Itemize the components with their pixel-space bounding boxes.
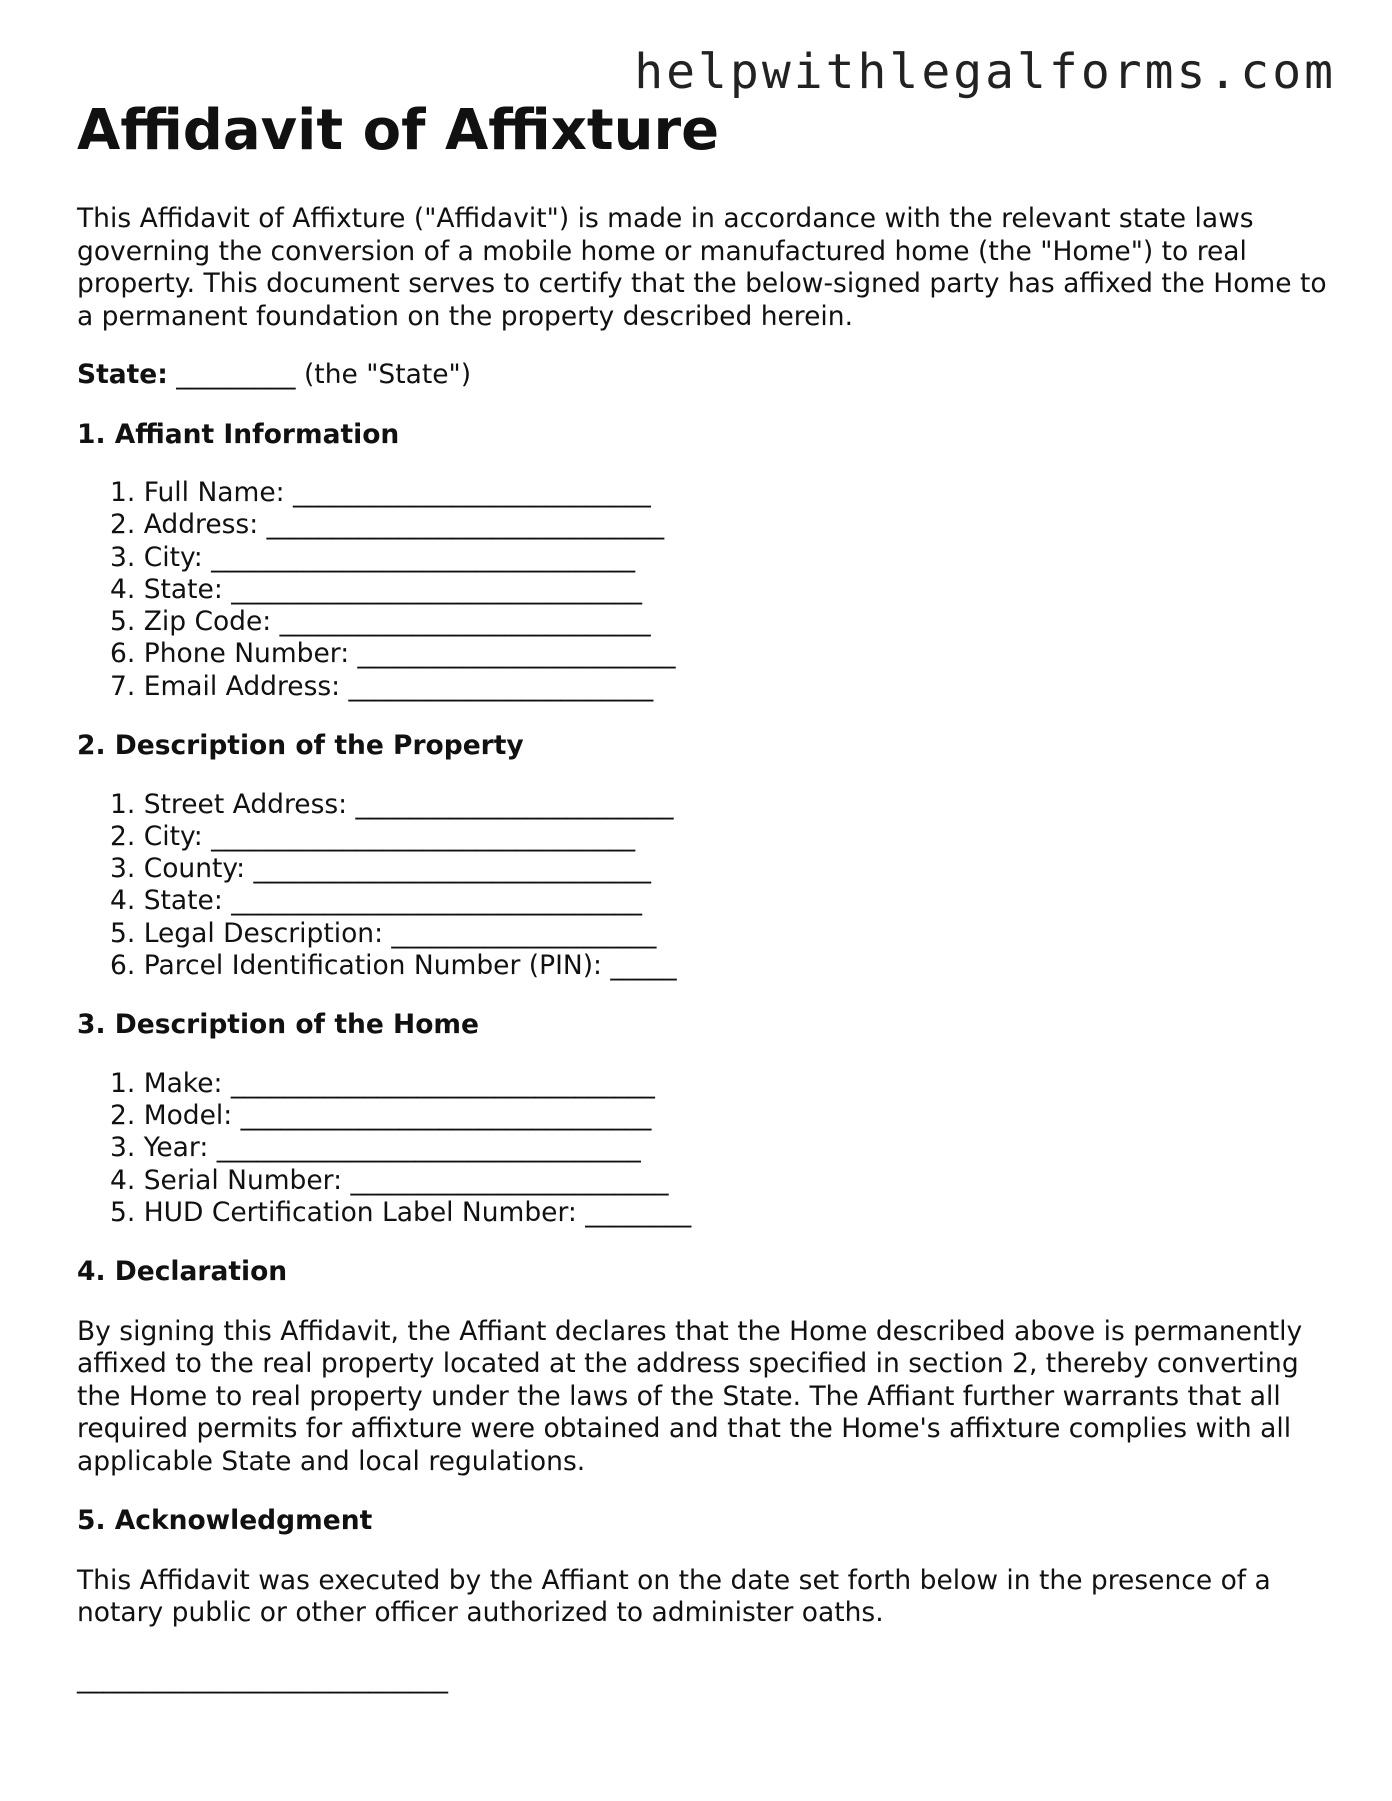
declaration-paragraph: By signing this Affidavit, the Affiant declares that the Home described above is permanently affixed to the real property located at the address specified in section 2, thereby converting the Home to real property under the laws of the State. The Affiant further warrants that all required permits for affixture were obtained and that the Home's affixture complies with all applicable State and local regulations. (77, 1315, 1303, 1477)
section-declaration-heading: 4. Declaration (77, 1256, 288, 1288)
field-email-address: 7. Email Address: _______________________ (110, 670, 654, 702)
state-label: State: (77, 359, 168, 390)
acknowledgment-paragraph: This Affidavit was executed by the Affiant on the date set forth below in the presence of a notary public or other officer authorized to administer oaths. (77, 1564, 1271, 1629)
document-title: Affidavit of Affixture (77, 98, 720, 163)
field-address: 2. Address: ______________________________ (110, 509, 665, 541)
section-home-heading: 3. Description of the Home (77, 1009, 480, 1041)
section-property-heading: 2. Description of the Property (77, 730, 524, 762)
field-year: 3. Year: ________________________________ (110, 1132, 641, 1164)
field-county: 3. County: ______________________________ (110, 853, 652, 885)
field-property-state: 4. State: _______________________________ (110, 885, 642, 917)
home-fields-list (77, 1068, 1327, 1229)
affiant-fields-list (77, 477, 1327, 703)
field-state: 4. State: _______________________________ (110, 573, 642, 605)
signature-line: ____________________________ (77, 1662, 448, 1694)
state-line (77, 359, 1327, 392)
field-serial-number: 4. Serial Number: ________________________ (110, 1164, 669, 1196)
state-blank: _________ (the "State") (167, 359, 472, 390)
field-full-name: 1. Full Name: ___________________________ (110, 477, 651, 508)
property-fields-list (77, 789, 1327, 983)
section-affiant-heading: 1. Affiant Information (77, 418, 400, 450)
field-legal-description: 5. Legal Description: ____________________ (110, 917, 657, 949)
field-model: 2. Model: _______________________________ (110, 1100, 652, 1132)
field-make: 1. Make: ________________________________ (110, 1067, 655, 1099)
section-acknowledgment-heading: 5. Acknowledgment (77, 1505, 373, 1537)
field-parcel-id: 6. Parcel Identification Number (PIN): _____ (110, 950, 677, 982)
field-street-address: 1. Street Address: ________________________ (110, 788, 674, 820)
site-watermark: helpwithlegalforms.com (634, 44, 1336, 100)
field-zip-code: 5. Zip Code: ____________________________ (110, 606, 651, 638)
field-city: 3. City: ________________________________ (110, 541, 636, 573)
document-page (77, 96, 1327, 1695)
field-phone-number: 6. Phone Number: ________________________ (110, 638, 676, 670)
intro-paragraph: This Affidavit of Affixture ("Affidavit") is made in accordance with the relevant state laws governing the conversion of a mobile home or manufactured home (the "Home") to real property. This document serves to certify that the below-signed party has affixed the Home to a permanent foundation on the property described herein. (77, 203, 1327, 332)
field-property-city: 2. City: ________________________________ (110, 820, 636, 852)
field-hud-label-number: 5. HUD Certification Label Number: ________ (110, 1197, 692, 1229)
